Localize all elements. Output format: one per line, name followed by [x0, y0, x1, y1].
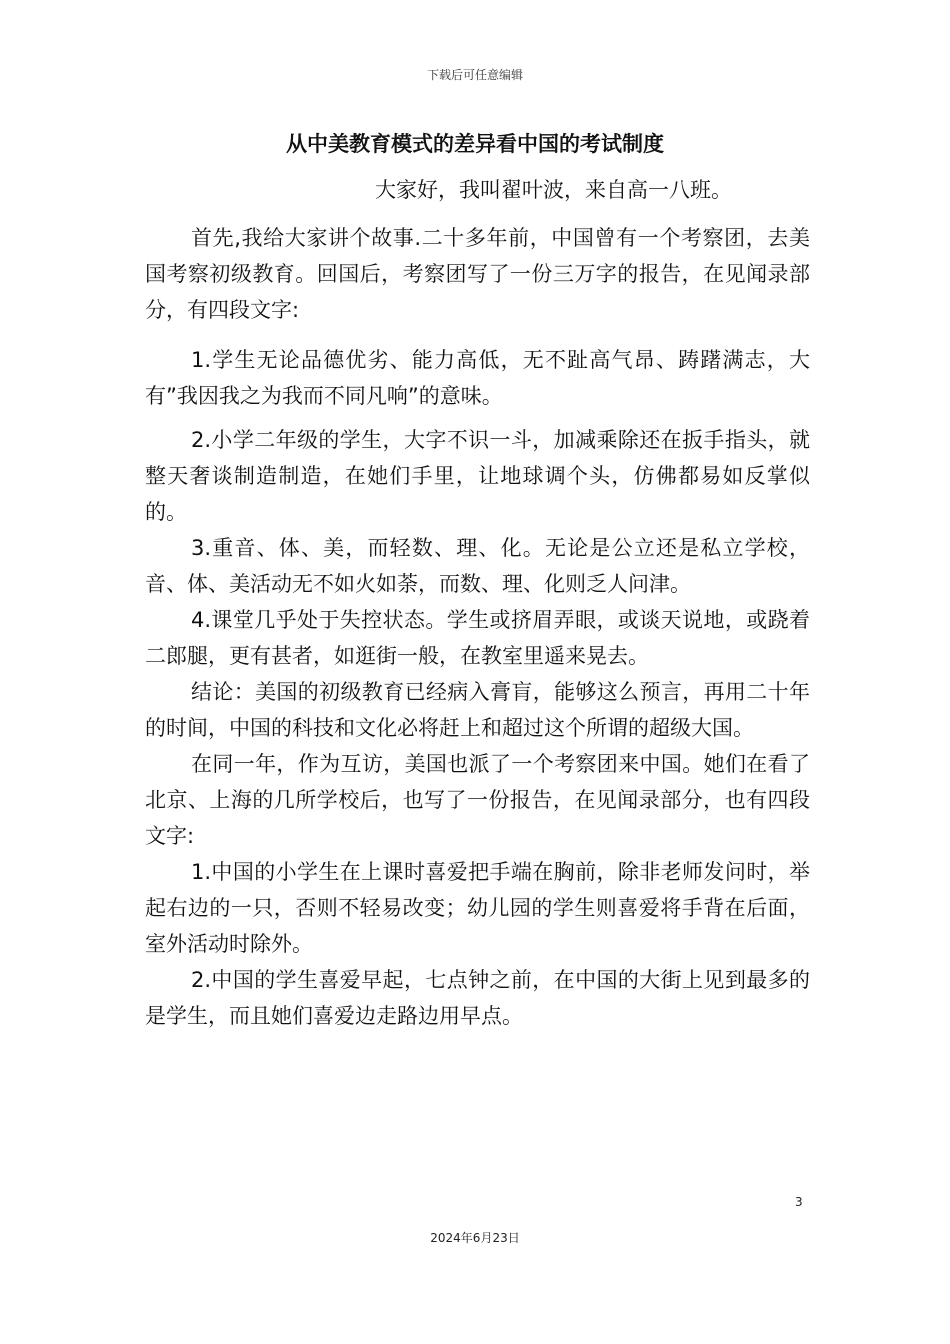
document-body [145, 220, 810, 1034]
document-title: 从中美教育模式的差异看中国的考试制度 [286, 132, 664, 156]
paragraph-us-observation-2: 2.中国的学生喜爱早起，七点钟之前，在中国的大街上见到最多的是学生，而且她们喜爱边走路边用早点。 [145, 968, 810, 1028]
paragraph-cn-conclusion: 结论：美国的初级教育已经病入膏肓，能够这么预言，再用二十年的时间，中国的科技和文化必将赶上和超过这个所谓的超级大国。 [145, 680, 810, 740]
paragraph-cn-observation-2: 2.小学二年级的学生，大字不识一斗，加减乘除还在扳手指头，就整天奢谈制造制造，在她们手里，让地球调个头，仿佛都易如反掌似的。 [145, 428, 810, 524]
greeting-line: 大家好，我叫翟叶波，来自高一八班。 [375, 178, 732, 202]
footer-date: 2024年6月23日 [430, 1231, 520, 1245]
paragraph-cn-observation-1: 1.学生无论品德优劣、能力高低，无不趾高气昂、踌躇满志，大有”我因我之为我而不同凡响”的意味。 [145, 348, 810, 408]
paragraph-us-observation-1: 1.中国的小学生在上课时喜爱把手端在胸前，除非老师发问时，举起右边的一只，否则不轻易改变；幼儿园的学生则喜爱将手背在后面，室外活动时除外。 [145, 860, 810, 956]
header-note: 下载后可任意编辑 [426, 68, 523, 82]
page-number: 3 [795, 1195, 803, 1209]
paragraph-cn-observation-4: 4.课堂几乎处于失控状态。学生或挤眉弄眼，或谈天说地，或跷着二郎腿，更有甚者，如逛街一般，在教室里遥来晃去。 [145, 608, 810, 668]
paragraph-us-visit-intro: 在同一年，作为互访，美国也派了一个考察团来中国。她们在看了北京、上海的几所学校后，也写了一份报告，在见闻录部分，也有四段文字: [145, 752, 810, 848]
paragraph-cn-observation-3: 3.重音、体、美，而轻数、理、化。无论是公立还是私立学校，音、体、美活动无不如火如荼，而数、理、化则乏人问津。 [145, 536, 810, 596]
paragraph-intro: 首先,我给大家讲个故事.二十多年前，中国曾有一个考察团，去美国考察初级教育。回国后，考察团写了一份三万字的报告，在见闻录部分，有四段文字: [145, 226, 810, 322]
